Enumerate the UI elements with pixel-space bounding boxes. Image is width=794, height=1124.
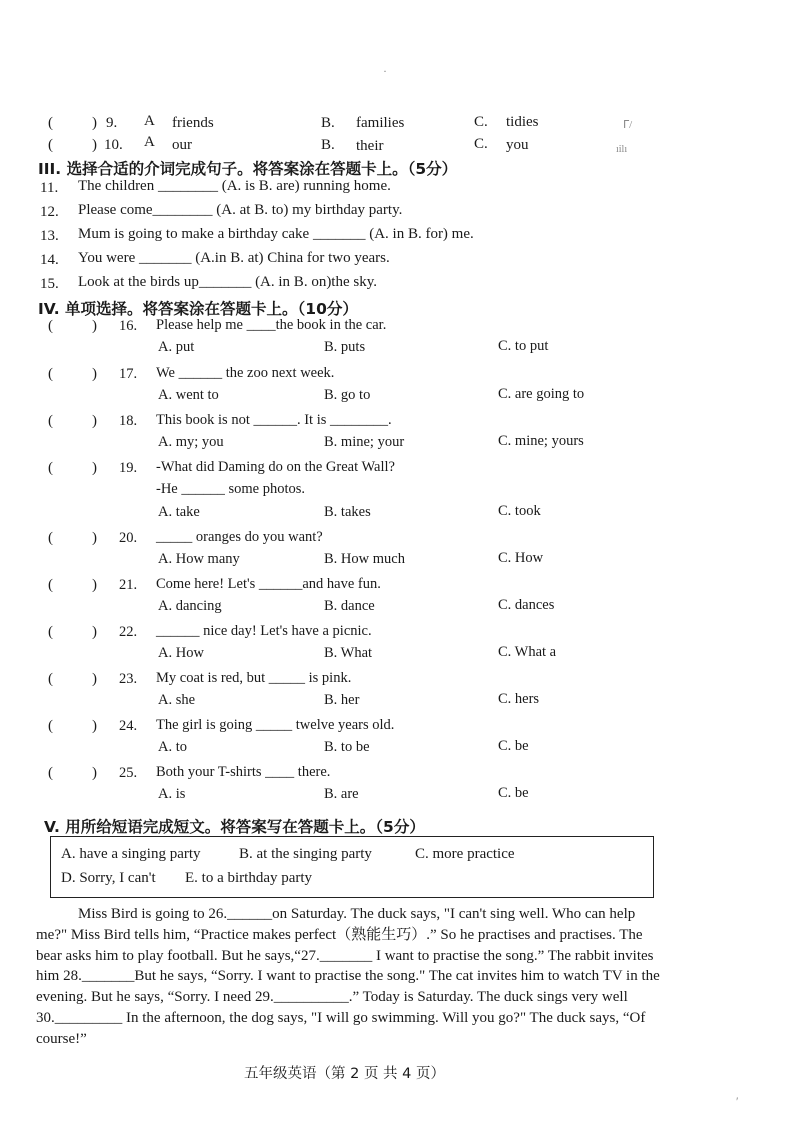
- question-stem: Both your T-shirts ____ there.: [156, 764, 331, 780]
- question-stem: Please help me ____the book in the car.: [156, 317, 387, 333]
- answer-paren-close: ): [92, 624, 97, 640]
- phrase-option: B. at the singing party: [239, 846, 372, 862]
- question-text: Please come________ (A. at B. to) my birthday party.: [78, 202, 403, 218]
- answer-paren-open: (: [48, 460, 53, 476]
- option-text: friends: [172, 115, 214, 131]
- answer-paren-open: (: [48, 577, 53, 593]
- question-number: 24.: [119, 718, 138, 734]
- option-text: you: [506, 137, 529, 153]
- question-stem: -He ______ some photos.: [156, 481, 306, 497]
- answer-paren-close: ): [92, 137, 97, 153]
- option-b: B. go to: [324, 387, 371, 403]
- option-c: C. took: [498, 503, 541, 519]
- option-b: B. What: [324, 645, 373, 661]
- option-b: B. her: [324, 692, 360, 708]
- option-letter: C.: [474, 114, 488, 130]
- answer-paren-close: ): [92, 318, 97, 334]
- answer-paren-close: ): [92, 577, 97, 593]
- option-c: C. dances: [498, 597, 555, 613]
- answer-paren-close: ): [92, 718, 97, 734]
- question-number: 23.: [119, 671, 138, 687]
- question-number: 18.: [119, 413, 138, 429]
- question-number: 25.: [119, 765, 138, 781]
- answer-paren-open: (: [48, 366, 53, 382]
- question-stem: This book is not ______. It is ________.: [156, 412, 392, 428]
- question-stem: My coat is red, but _____ is pink.: [156, 670, 352, 686]
- option-letter: C.: [474, 136, 488, 152]
- option-letter: A: [144, 134, 155, 150]
- answer-paren-open: (: [48, 137, 53, 153]
- option-b: B. takes: [324, 504, 371, 520]
- answer-paren-open: (: [48, 765, 53, 781]
- option-text: families: [356, 115, 405, 131]
- answer-paren-close: ): [92, 530, 97, 546]
- question-stem: -What did Daming do on the Great Wall?: [156, 459, 395, 475]
- question-number: 16.: [119, 318, 138, 334]
- phrase-box: [50, 836, 654, 898]
- question-text: Mum is going to make a birthday cake _______ (A. in B. for) me.: [78, 226, 474, 242]
- option-a: A. dancing: [158, 598, 222, 614]
- question-number: 14.: [40, 252, 59, 268]
- option-b: B. to be: [324, 739, 370, 755]
- option-b: B. dance: [324, 598, 375, 614]
- passage-text: Miss Bird is going to 26.______on Saturday. The duck says, "I can't sing well. Who can help me?" Miss Bird tells him, “Practice makes perfect（熟能生巧）.” So he practises and practises. The bear asks him to play football. But he says,“27._______ I want to practise the song.” The rabbit invites him 28._______But he says, “Sorry. I want to practise the song." The cat invites him to watch TV in the evening. But he says, “Sorry. I need 29.__________.” Today is Saturday. The duck sings very well 30._________ In the afternoon, the dog says, "I will go swimming. Will you go?" The duck says, “Of course!”: [36, 906, 660, 1047]
- answer-paren-open: (: [48, 718, 53, 734]
- question-stem: _____ oranges do you want?: [156, 529, 323, 545]
- answer-paren-open: (: [48, 671, 53, 687]
- question-number: 11.: [40, 180, 59, 196]
- option-text: tidies: [506, 114, 539, 130]
- scan-speck: ıilı: [616, 144, 628, 155]
- option-b: B. puts: [324, 339, 366, 355]
- answer-paren-close: ): [92, 413, 97, 429]
- scan-speck: ·: [383, 64, 387, 78]
- section-5-title: V. 用所给短语完成短文。将答案写在答题卡上。（5分）: [44, 818, 425, 836]
- option-c: C. mine; yours: [498, 433, 584, 449]
- phrase-option: C. more practice: [415, 846, 515, 862]
- question-number: 12.: [40, 204, 59, 220]
- scan-speck: ′: [736, 1094, 739, 1108]
- option-a: A. my; you: [158, 434, 224, 450]
- option-a: A. take: [158, 504, 200, 520]
- question-stem: Come here! Let's ______and have fun.: [156, 576, 381, 592]
- option-a: A. put: [158, 339, 195, 355]
- answer-paren-open: (: [48, 318, 53, 334]
- scan-speck: ᒥ/: [623, 119, 633, 131]
- option-a: A. How many: [158, 551, 240, 567]
- option-text: their: [356, 138, 384, 154]
- answer-paren-open: (: [48, 115, 53, 131]
- question-number: 10.: [104, 137, 123, 153]
- option-text: our: [172, 137, 192, 153]
- answer-paren-open: (: [48, 530, 53, 546]
- option-a: A. she: [158, 692, 196, 708]
- option-c: C. be: [498, 738, 529, 754]
- question-number: 19.: [119, 460, 138, 476]
- answer-paren-close: ): [92, 115, 97, 131]
- option-b: B. mine; your: [324, 434, 405, 450]
- question-stem: We ______ the zoo next week.: [156, 365, 335, 381]
- option-b: B. How much: [324, 551, 405, 567]
- option-c: C. are going to: [498, 386, 585, 402]
- option-a: A. How: [158, 645, 204, 661]
- answer-paren-close: ): [92, 366, 97, 382]
- question-text: You were _______ (A.in B. at) China for two years.: [78, 250, 390, 266]
- option-c: C. to put: [498, 338, 549, 354]
- answer-paren-close: ): [92, 671, 97, 687]
- question-text: The children ________ (A. is B. are) running home.: [78, 178, 391, 194]
- answer-paren-open: (: [48, 624, 53, 640]
- question-number: 9.: [106, 115, 118, 131]
- section-4-title: IV. 单项选择。将答案涂在答题卡上。（10分）: [38, 300, 358, 318]
- question-text: Look at the birds up_______ (A. in B. on)the sky.: [78, 274, 377, 290]
- option-a: A. is: [158, 786, 186, 802]
- question-number: 22.: [119, 624, 138, 640]
- option-letter: B.: [321, 137, 335, 153]
- option-c: C. hers: [498, 691, 540, 707]
- answer-paren-close: ): [92, 460, 97, 476]
- page-footer: 五年级英语（第 2 页 共 4 页）: [244, 1066, 445, 1082]
- phrase-option: D. Sorry, I can't: [61, 870, 156, 886]
- question-stem: ______ nice day! Let's have a picnic.: [156, 623, 372, 639]
- reading-passage: [36, 904, 666, 1050]
- option-b: B. are: [324, 786, 359, 802]
- option-letter: A: [144, 113, 155, 129]
- option-a: A. to: [158, 739, 187, 755]
- option-c: C. What a: [498, 644, 557, 660]
- answer-paren-close: ): [92, 765, 97, 781]
- answer-paren-open: (: [48, 413, 53, 429]
- option-c: C. be: [498, 785, 529, 801]
- question-number: 21.: [119, 577, 138, 593]
- option-c: C. How: [498, 550, 544, 566]
- question-number: 13.: [40, 228, 59, 244]
- question-number: 20.: [119, 530, 138, 546]
- question-stem: The girl is going _____ twelve years old.: [156, 717, 395, 733]
- option-a: A. went to: [158, 387, 219, 403]
- section-3-title: III. 选择合适的介词完成句子。将答案涂在答题卡上。（5分）: [38, 160, 458, 178]
- question-number: 15.: [40, 276, 59, 292]
- phrase-option: A. have a singing party: [61, 846, 201, 862]
- phrase-option: E. to a birthday party: [185, 870, 313, 886]
- option-letter: B.: [321, 115, 335, 131]
- question-number: 17.: [119, 366, 138, 382]
